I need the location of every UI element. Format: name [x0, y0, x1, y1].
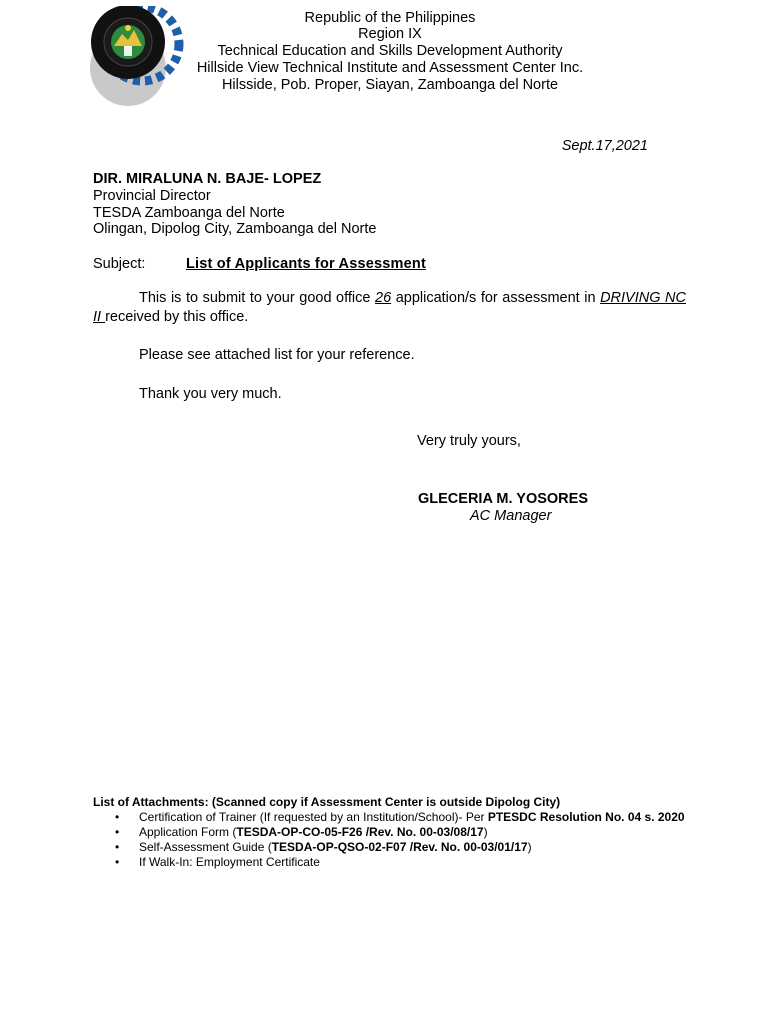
addressee-address: Olingan, Dipolog City, Zamboanga del Norte	[93, 221, 377, 237]
attachment-reference: TESDA-OP-QSO-02-F07 /Rev. No. 00-03/01/17	[271, 840, 528, 854]
attachment-text: Application Form (	[139, 825, 237, 839]
subject-text: List of Applicants for Assessment	[186, 256, 426, 272]
body-paragraph-2: Please see attached list for your reference.	[139, 347, 415, 363]
attachment-text: If Walk-In: Employment Certificate	[139, 855, 320, 869]
header-agency: Technical Education and Skills Development Authority	[217, 43, 563, 59]
attachment-text: Self-Assessment Guide (	[139, 840, 272, 854]
header-country: Republic of the Philippines	[304, 10, 476, 26]
signatory-title: AC Manager	[470, 508, 552, 524]
p1-text-a: This is to submit to your good office	[139, 290, 375, 306]
list-item	[93, 855, 693, 869]
attachments-title: List of Attachments: (Scanned copy if Assessment Center is outside Dipolog City)	[93, 795, 561, 809]
attachments-list	[93, 810, 693, 870]
header-region: Region IX	[358, 26, 422, 42]
addressee-office: TESDA Zamboanga del Norte	[93, 205, 285, 221]
attachment-text-end: )	[483, 825, 488, 839]
attachment-text-end: )	[527, 840, 532, 854]
list-item	[93, 840, 693, 854]
addressee-name: DIR. MIRALUNA N. BAJE- LOPEZ	[93, 171, 322, 187]
signatory-name: GLECERIA M. YOSORES	[418, 491, 588, 507]
list-item	[93, 825, 693, 839]
p1-text-c: received by this office.	[105, 309, 249, 325]
bullet-icon: •	[115, 810, 120, 824]
qualification: DRIVING NC II	[93, 290, 686, 325]
subject-label: Subject:	[93, 256, 146, 272]
attachment-text: Certification of Trainer (If requested by an Institution/School)- Per	[139, 810, 488, 824]
attachment-reference: TESDA-OP-CO-05-F26 /Rev. No. 00-03/08/17	[236, 825, 484, 839]
list-item	[93, 810, 693, 824]
attachment-reference: PTESDC Resolution No. 04 s. 2020	[487, 810, 685, 824]
p1-text-b: application/s for assessment in	[391, 290, 601, 306]
bullet-icon: •	[115, 840, 120, 854]
body-paragraph-1	[93, 289, 686, 327]
body-paragraph-3: Thank you very much.	[139, 386, 282, 402]
applicant-count: 26	[375, 290, 392, 306]
bullet-icon: •	[115, 825, 120, 839]
letter-date: Sept.17,2021	[561, 138, 648, 154]
addressee-position: Provincial Director	[93, 188, 211, 204]
closing: Very truly yours,	[417, 433, 521, 449]
header-institute: Hillside View Technical Institute and Assessment Center Inc.	[196, 60, 584, 76]
header-address: Hilsside, Pob. Proper, Siayan, Zamboanga del Norte	[221, 77, 559, 93]
bullet-icon: •	[115, 855, 120, 869]
